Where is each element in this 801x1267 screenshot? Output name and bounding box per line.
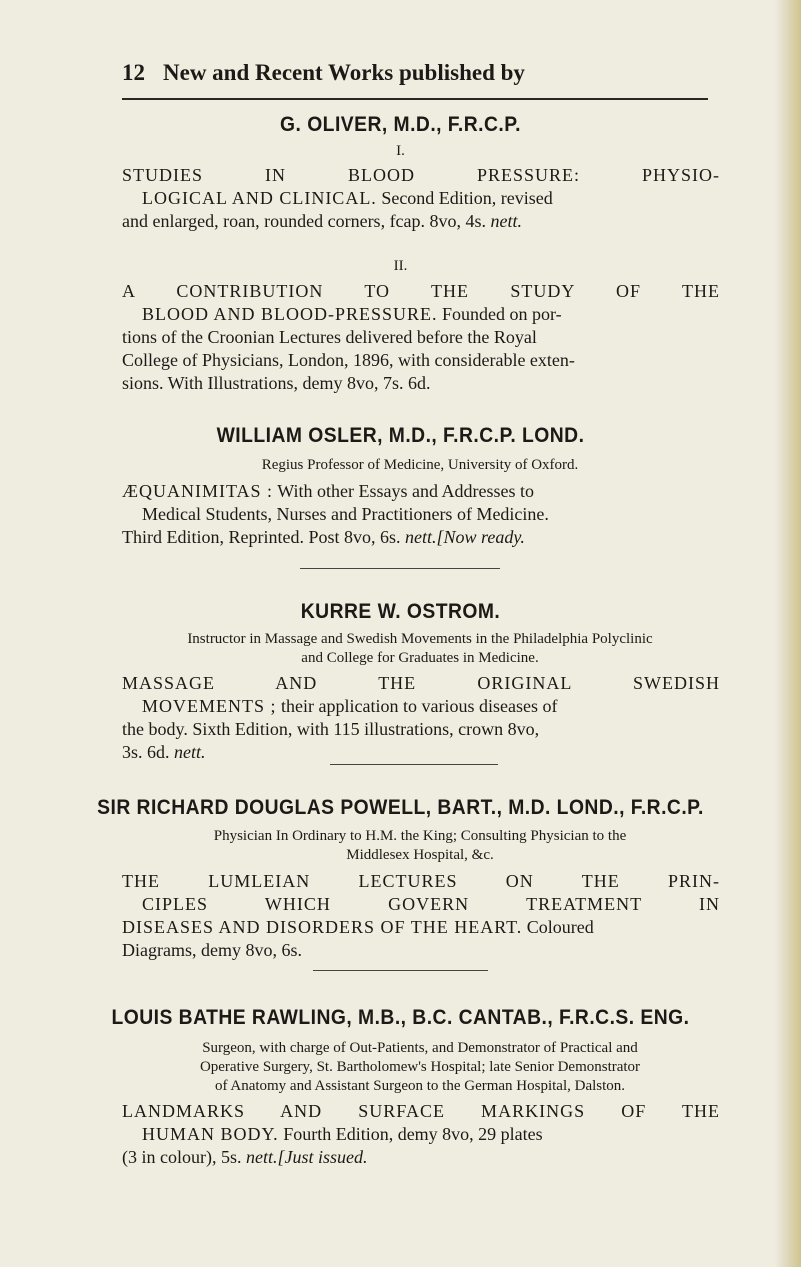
author-ostrom: KURRE W. OSTROM. [300, 600, 501, 623]
entry-line: Diagrams, demy 8vo, 6s. [122, 940, 302, 960]
entry-landmarks [122, 1100, 720, 1169]
entry-line: and enlarged, roan, rounded corners, fcap. 8vo, 4s. nett. [122, 211, 523, 231]
section-rule [313, 970, 488, 971]
entry-studies-blood-pressure [122, 164, 720, 233]
author-subtitle: Regius Professor of Medicine, University of Oxford. [261, 457, 579, 473]
work-numeral: II. [393, 258, 408, 274]
entry-line: LOGICAL AND CLINICAL. Second Edition, revised [142, 188, 553, 208]
entry-line: MOVEMENTS ; their application to various diseases of [142, 696, 558, 716]
entry-title-line: A CONTRIBUTION TO THE STUDY OF THE [122, 281, 720, 301]
entry-line: the body. Sixth Edition, with 115 illustrations, crown 8vo, [122, 719, 540, 739]
entry-line: Third Edition, Reprinted. Post 8vo, 6s. nett.[Now ready. [122, 527, 525, 547]
entry-line: College of Physicians, London, 1896, with considerable exten- [122, 350, 575, 370]
entry-line: HUMAN BODY. Fourth Edition, demy 8vo, 29 plates [142, 1124, 543, 1144]
entry-aequanimitas [122, 480, 720, 549]
running-head-title: New and Recent Works published by [163, 60, 525, 85]
author-oliver: G. OLIVER, M.D., F.R.C.P. [280, 113, 521, 136]
page-number: 12 [122, 60, 145, 85]
status-note: [Now ready. [436, 527, 525, 547]
entry-lumleian-lectures [122, 870, 720, 962]
entry-line: 3s. 6d. nett. [122, 742, 206, 762]
entry-line: BLOOD AND BLOOD-PRESSURE. Founded on por- [142, 304, 562, 324]
entry-title-line: STUDIES IN BLOOD PRESSURE: PHYSIO- [122, 165, 720, 185]
status-note: [Just issued. [277, 1147, 368, 1167]
entry-title-line: LANDMARKS AND SURFACE MARKINGS OF THE [122, 1101, 720, 1121]
author-powell: SIR RICHARD DOUGLAS POWELL, BART., M.D. LOND., F.R.C.P. [97, 796, 704, 819]
author-osler: WILLIAM OSLER, M.D., F.R.C.P. LOND. [216, 424, 585, 447]
section-rule [300, 568, 500, 569]
entry-line: Medical Students, Nurses and Practitioners of Medicine. [142, 504, 549, 524]
running-head [122, 60, 722, 86]
entry-line: tions of the Croonian Lectures delivered before the Royal [122, 327, 537, 347]
entry-line: sions. With Illustrations, demy 8vo, 7s. 6d. [122, 373, 431, 393]
author-subtitle: Surgeon, with charge of Out-Patients, and Demonstrator of Practical and Operative Surgery, St. Bartholomew's Hospital; late Senior Demonstrator of Anatomy and Assistant Surgeon to the German Hospital, Dalston. [199, 1040, 641, 1094]
author-rawling: LOUIS BATHE RAWLING, M.B., B.C. CANTAB., F.R.C.S. ENG. [111, 1006, 690, 1029]
entry-line: DISEASES AND DISORDERS OF THE HEART. Coloured [122, 917, 594, 937]
author-subtitle: Physician In Ordinary to H.M. the King; Consulting Physician to the Middlesex Hospital, &c. [213, 828, 627, 863]
entry-contribution-blood [122, 280, 720, 395]
header-rule [122, 98, 708, 100]
entry-line: (3 in colour), 5s. nett.[Just issued. [122, 1147, 368, 1167]
entry-massage [122, 672, 720, 764]
entry-title-line: MASSAGE AND THE ORIGINAL SWEDISH [122, 673, 720, 693]
section-rule [330, 764, 498, 765]
entry-title-line: ÆQUANIMITAS : With other Essays and Addresses to [122, 481, 534, 501]
entry-title-line: THE LUMLEIAN LECTURES ON THE PRIN- [122, 871, 720, 891]
author-subtitle: Instructor in Massage and Swedish Movements in the Philadelphia Polyclinic and College for Graduates in Medicine. [187, 631, 653, 666]
entry-title-line: CIPLES WHICH GOVERN TREATMENT IN [142, 894, 720, 914]
page-edge-shading [775, 0, 801, 1267]
work-numeral: I. [396, 143, 405, 159]
